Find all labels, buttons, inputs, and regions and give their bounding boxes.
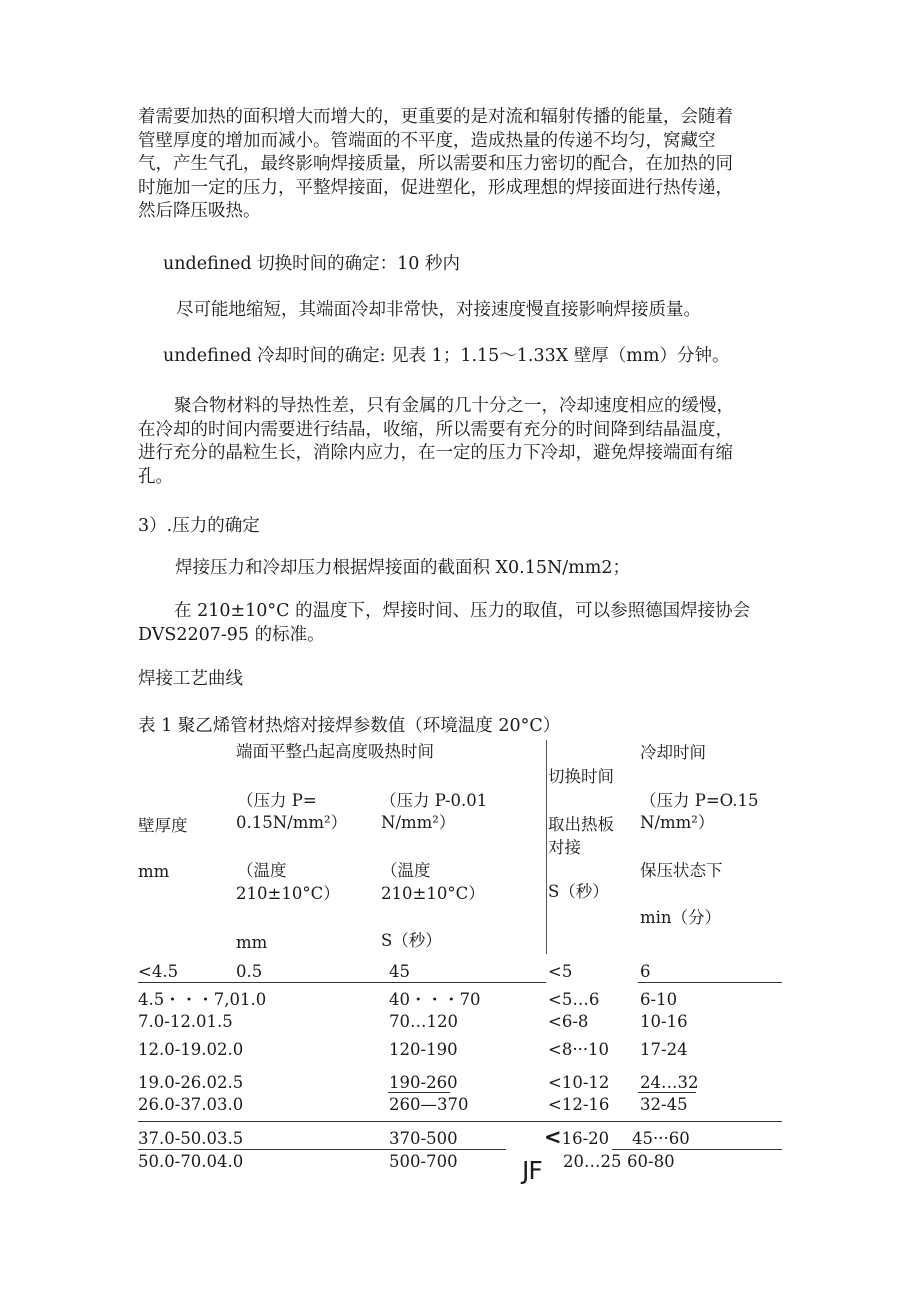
cell-thickness: 50.0-70.04.0 (138, 1152, 244, 1171)
row-rule (612, 1149, 782, 1150)
cell-thickness: <4.5 (138, 962, 179, 981)
cell-switch: 20…25 (563, 1152, 622, 1171)
header-cool-title: 冷却时间 (640, 743, 706, 762)
header-thickness: 壁厚度 (138, 816, 188, 835)
header-cool-pressure: N/mm²） (640, 813, 715, 832)
row-rule (638, 1092, 696, 1093)
paragraph-cooling (138, 395, 778, 489)
cell-thickness: 7.0-12.01.5 (138, 1012, 233, 1031)
cell-heat: 120-190 (389, 1040, 458, 1059)
cell-cool: 32-45 (640, 1095, 688, 1114)
cell-heat: 70…120 (389, 1012, 458, 1031)
cell-switch: <6-8 (548, 1012, 589, 1031)
cell-cool: 6 (640, 962, 651, 981)
table-caption: 表 1 聚乙烯管材热熔对接焊参数值（环境温度 20°C） (138, 716, 561, 736)
cell-switch: <10-12 (548, 1073, 610, 1092)
row-rule (138, 982, 546, 983)
header-cool-state: 保压状态下 (640, 861, 723, 880)
cell-heat: 370-500 (389, 1129, 458, 1148)
header-bead-pressure: 0.15N/mm²） (236, 813, 348, 832)
switch-time-text: 尽可能地缩短，其端面冷却非常快，对接速度慢直接影响焊接质量。 (176, 300, 701, 320)
jf-stamp: JF (522, 1156, 542, 1185)
cell-cool: 45···60 (632, 1129, 690, 1148)
text-line: 聚合物材料的导热性差，只有金属的几十分之一，冷却速度相应的缓慢， (174, 396, 734, 416)
text-line: 着需要加热的面积增大而增大的，更重要的是对流和辐射传播的能量，会随着 (138, 107, 733, 127)
cell-cool: 60-80 (627, 1152, 675, 1171)
switch-time-heading: undefined 切换时间的确定：10 秒内 (163, 254, 460, 274)
header-bead-unit: mm (236, 933, 268, 952)
cell-cool: 6-10 (640, 990, 678, 1009)
cell-bead: 0.5 (236, 962, 263, 981)
row-rule (138, 1121, 782, 1122)
cell-switch: <5 (548, 962, 573, 981)
less-than-symbol: < (544, 1125, 562, 1149)
cell-heat: 190-260 (389, 1073, 458, 1092)
cell-thickness: 26.0-37.03.0 (138, 1095, 244, 1114)
row-rule (138, 1149, 506, 1150)
header-heat-temp: 210±10°C） (381, 884, 485, 903)
paragraph-temperature (138, 600, 778, 647)
header-heat-temp: （温度 (381, 861, 431, 880)
header-group-bead-heat: 端面平整凸起高度吸热时间 (236, 742, 434, 761)
cell-switch-value: 16-20 (561, 1129, 610, 1148)
cell-cool: 10-16 (640, 1012, 688, 1031)
header-heat-unit: S（秒） (381, 931, 442, 950)
curve-heading: 焊接工艺曲线 (138, 669, 243, 689)
header-bead-pressure: （压力 P= (237, 791, 317, 810)
cooling-time-heading: undefined 冷却时间的确定: 见表 1；1.15～1.33X 壁厚（mm）分钟。 (163, 346, 730, 366)
cell-heat: 40・・・70 (389, 990, 481, 1009)
text-line: 进行充分的晶粒生长，消除内应力，在一定的压力下冷却，避免焊接端面有缩 (138, 443, 733, 463)
text-line: DVS2207-95 的标准。 (138, 624, 325, 645)
header-bead-temp: 210±10°C） (236, 884, 340, 903)
text-line: 气，产生气孔，最终影响焊接质量，所以需要和压力密切的配合，在加热的同 (138, 154, 733, 174)
row-rule (638, 982, 782, 983)
header-switch: 对接 (548, 838, 581, 857)
cell-switch (544, 1126, 609, 1150)
paragraph-heating (138, 106, 778, 224)
header-switch: 切换时间 (548, 767, 614, 786)
cell-cool: 17-24 (640, 1040, 688, 1059)
cell-heat: 500-700 (389, 1152, 458, 1171)
text-line: 在 210±10°C 的温度下，焊接时间、压力的取值，可以参照德国焊接协会 (174, 601, 751, 621)
header-cool-pressure: （压力 P=O.15 (640, 791, 759, 810)
header-switch: 取出热板 (548, 815, 614, 834)
header-heat-pressure: N/mm²） (381, 813, 456, 832)
text-line: 时施加一定的压力，平整焊接面，促进塑化，形成理想的焊接面进行热传递， (138, 177, 733, 198)
cell-heat: 260—370 (389, 1095, 469, 1114)
section-heading-pressure: 3）.压力的确定 (138, 516, 260, 536)
cell-cool: 24…32 (640, 1073, 699, 1092)
cell-thickness: 19.0-26.02.5 (138, 1073, 244, 1092)
header-thickness-unit: mm (138, 862, 170, 881)
column-divider (546, 740, 547, 954)
pressure-text: 焊接压力和冷却压力根据焊接面的截面积 X0.15N/mm2； (175, 558, 631, 578)
text-line: 然后降压吸热。 (138, 201, 261, 221)
cell-heat: 45 (389, 962, 410, 981)
header-cool-unit: min（分） (640, 908, 722, 927)
cell-thickness: 12.0-19.02.0 (138, 1040, 244, 1059)
text-line: 孔。 (138, 466, 173, 487)
cell-thickness: 4.5・・・7,01.0 (138, 990, 267, 1009)
header-bead-temp: （温度 (237, 861, 287, 880)
text-line: 在冷却的时间内需要进行结晶，收缩，所以需要有充分的时间降到结晶温度， (138, 419, 733, 440)
header-switch-unit: S（秒） (548, 882, 609, 901)
cell-switch: <5…6 (548, 990, 600, 1009)
cell-thickness: 37.0-50.03.5 (138, 1129, 244, 1148)
header-heat-pressure: （压力 P-0.01 (380, 791, 488, 810)
row-rule (388, 1092, 450, 1093)
cell-switch: <12-16 (548, 1095, 610, 1114)
text-line: 管壁厚度的增加而减小。管端面的不平度，造成热量的传递不均匀，窝藏空 (138, 130, 716, 151)
cell-switch: <8···10 (548, 1040, 610, 1059)
